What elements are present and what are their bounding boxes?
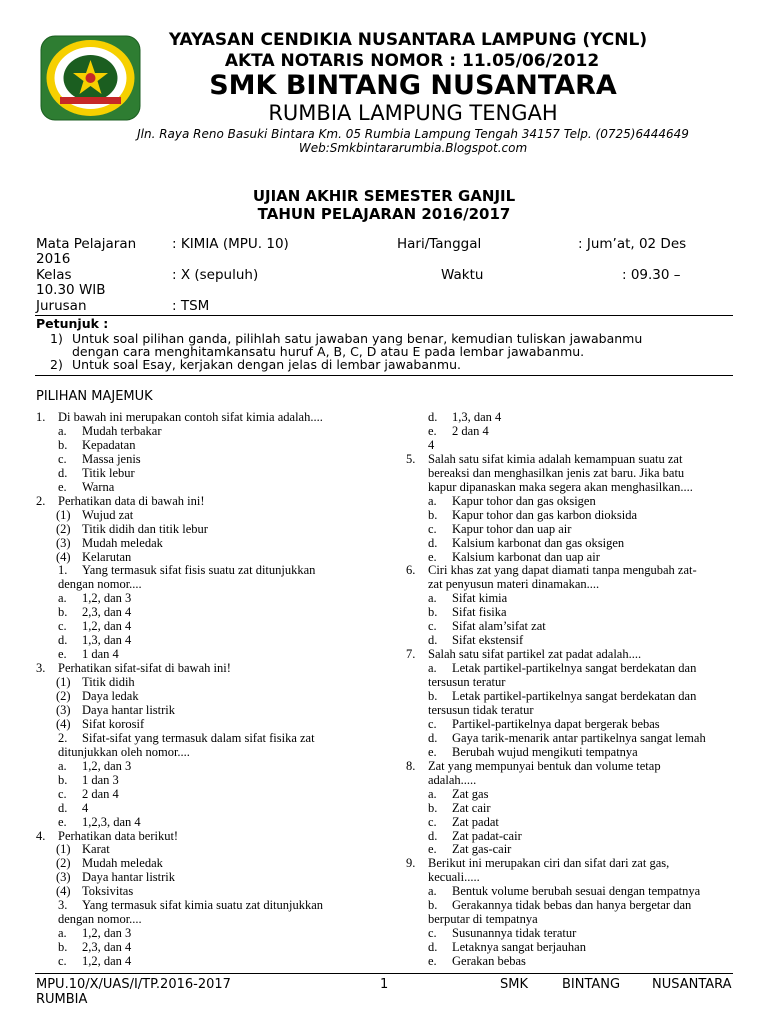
line-text: Toksivitas [82,884,134,899]
line-marker: (1) [56,842,71,857]
line-text: Kapur tohor dan uap air [452,521,572,536]
line-marker: b. [58,437,68,452]
line-marker: b. [58,940,68,955]
line-marker: c. [428,619,437,634]
school-website: Web:Smkbintararumbia.Blogspot.com [298,141,528,155]
line-text: Letak partikel-partikelnya sangat berdekatan dan [452,689,697,703]
line-marker: 6. [406,563,416,578]
line-text: kapur dipanaskan maka segera akan menghasilkan.... [428,479,693,494]
line-marker: a. [428,884,437,899]
line-text: Gaya tarik-menarik antar partikelnya sangat lemah [452,730,706,745]
line-text: 1 dan 4 [82,647,119,662]
line-text: Salah satu sifat partikel zat padat adalah.... [428,647,642,662]
line-text: Berikut ini merupakan ciri dan sifat dari zat gas, [428,856,670,871]
line-text: 1,3, dan 4 [82,633,132,648]
line-marker: (4) [56,884,71,899]
line-marker: 3. [36,661,46,676]
line-marker: 1. [58,563,68,578]
line-marker: (2) [56,521,71,536]
line-text: Perhatikan data berikut! [58,828,179,843]
line-marker: b. [58,772,68,787]
line-text: 4 [82,800,89,815]
line-text: Kapur tohor dan gas oksigen [452,493,596,508]
line-text: Susunannya tidak teratur [452,926,577,941]
line-text: 1 dan 3 [82,772,119,787]
line-marker: b. [58,605,68,620]
line-marker: d. [58,633,68,648]
line-marker: d. [428,410,438,424]
major-value: : TSM [172,298,210,314]
footer-school-a: SMK [500,977,528,992]
line-marker: e. [428,549,437,564]
line-text: 1,2, dan 4 [82,619,132,634]
line-marker: (4) [56,549,71,564]
major-label: Jurusan [36,298,87,314]
line-text: Sifat fisika [452,605,507,620]
line-marker: 1. [36,410,46,424]
line-text: Gerakannya tidak bebas dan hanya bergetar dan [452,898,692,913]
line-marker: b. [428,507,438,522]
line-text: Sifat-sifat yang termasuk dalam sifat fisika zat [82,730,315,745]
line-marker: a. [428,591,437,606]
line-marker: e. [58,479,67,494]
line-text: Berubah wujud mengikuti tempatnya [452,744,638,759]
footer-school-b: BINTANG [562,977,621,992]
line-marker: d. [428,535,438,550]
line-text: berputar di tempatnya [428,912,538,927]
footer-code-wrap: RUMBIA [36,992,88,1007]
line-text: zat penyusun materi dinamakan.... [428,577,600,592]
line-marker: (2) [56,856,71,871]
line-marker: c. [58,954,67,969]
line-text: 1,2, dan 4 [82,954,132,969]
line-text: Bentuk volume berubah sesuai dengan tempatnya [452,884,701,899]
line-text: Mudah meledak [82,535,163,550]
line-text: 1,2, dan 3 [82,591,132,606]
line-marker: b. [428,800,438,815]
line-text: 2,3, dan 4 [82,940,132,955]
line-marker: c. [428,716,437,731]
line-marker: a. [58,926,67,941]
line-text: Sifat korosif [82,716,145,731]
line-marker: (3) [56,702,71,717]
line-text: bereaksi dan menghasilkan jenis zat baru. Jika batu [428,465,685,480]
instruction-1-text: Untuk soal pilihan ganda, pilihlah satu jawaban yang benar, kemudian tuliskan jawabanmu [72,331,643,346]
line-text: Yang termasuk sifat fisis suatu zat ditunjukkan [82,563,316,578]
time-value-wrap: 10.30 WIB [36,282,106,298]
line-text: Daya hantar listrik [82,870,176,885]
line-text: Kalsium karbonat dan gas oksigen [452,535,625,550]
line-marker: e. [58,647,67,662]
line-marker: 4. [36,828,46,843]
footer-school-c: NUSANTARA [652,977,732,992]
line-text: dengan nomor.... [58,912,142,927]
line-text: Daya ledak [82,689,139,703]
line-marker: c. [428,926,437,941]
line-marker: 5. [406,451,416,466]
foundation-name: YAYASAN CENDIKIA NUSANTARA LAMPUNG (YCNL) [168,30,648,50]
line-marker: d. [428,730,438,745]
line-marker: a. [58,423,67,438]
line-text: 1,2,3, dan 4 [82,814,141,829]
line-text: Salah satu sifat kimia adalah kemampuan suatu zat [428,451,683,466]
line-text: Wujud zat [82,507,134,522]
line-marker: d. [428,633,438,648]
line-text: Karat [82,842,110,857]
line-text: Kelarutan [82,549,132,564]
line-text: Kapur tohor dan gas karbon dioksida [452,507,638,522]
day-value: : Jum’at, 02 Des [578,236,687,252]
line-text: Sifat alam’sifat zat [452,619,546,634]
line-text: Yang termasuk sifat kimia suatu zat ditunjukkan [82,898,324,913]
line-marker: (4) [56,716,71,731]
line-text: adalah..... [428,772,477,787]
line-marker: (1) [56,675,71,690]
instruction-1-text-wrap: dengan cara menghitamkansatu huruf A, B, C, D atau E pada lembar jawabanmu. [72,344,585,359]
line-marker: (2) [56,689,71,703]
line-text: Ciri khas zat yang dapat diamati tanpa mengubah zat- [428,563,697,578]
line-text: Zat cair [452,800,491,815]
line-text: Kalsium karbonat dan uap air [452,549,600,564]
line-marker: 8. [406,758,416,773]
line-text: tersusun tidak teratur [428,702,534,717]
school-name: SMK BINTANG NUSANTARA [209,70,617,101]
line-marker: 7. [406,647,416,662]
line-marker: a. [428,786,437,801]
line-text: Zat padat [452,814,499,829]
line-text: 1,2, dan 3 [82,758,132,773]
line-marker: (1) [56,507,71,522]
line-marker: a. [428,493,437,508]
subject-value: : KIMIA (MPU. 10) [172,236,289,252]
line-text: Titik didih [82,675,135,690]
page-number: 1 [380,977,389,992]
line-text: Sifat ekstensif [452,633,524,648]
line-marker: e. [428,744,437,759]
exam-title: UJIAN AKHIR SEMESTER GANJIL [252,187,516,205]
line-text: 4 [428,437,435,452]
subject-label: Mata Pelajaran [36,236,137,252]
divider-bottom [35,375,733,376]
line-text: Gerakan bebas [452,954,526,969]
divider-top [35,315,733,316]
line-text: Zat yang mempunyai bentuk dan volume tetap [428,758,661,773]
line-marker: c. [58,619,67,634]
line-marker: e. [428,954,437,969]
footer-code: MPU.10/X/UAS/I/TP.2016-2017 [36,977,231,992]
line-marker: 2. [58,730,68,745]
line-marker: d. [58,800,68,815]
class-value: : X (sepuluh) [172,267,259,283]
line-text: Perhatikan sifat-sifat di bawah ini! [58,661,231,676]
line-text: Titik didih dan titik lebur [82,521,208,536]
day-value-wrap: 2016 [36,251,71,267]
line-text: 2 dan 4 [82,786,119,801]
school-location: RUMBIA LAMPUNG TENGAH [268,101,558,125]
line-text: 2 dan 4 [452,423,489,438]
line-text: Zat padat-cair [452,828,522,843]
line-text: Daya hantar listrik [82,702,176,717]
line-text: Letak partikel-partikelnya sangat berdekatan dan [452,661,697,676]
line-text: Sifat kimia [452,591,508,606]
line-marker: c. [58,451,67,466]
instruction-1-number: 1) [50,331,63,346]
line-text: Titik lebur [82,465,135,480]
line-text: Perhatikan data di bawah ini! [58,493,205,508]
instructions-heading: Petunjuk : [36,316,109,331]
line-text: 1,2, dan 3 [82,926,132,941]
line-marker: 9. [406,856,416,871]
line-text: kecuali..... [428,870,480,885]
line-marker: c. [58,786,67,801]
line-text: 2,3, dan 4 [82,605,132,620]
line-text: ditunjukkan oleh nomor.... [58,744,190,759]
class-label: Kelas [36,267,72,283]
line-marker: e. [428,423,437,438]
time-label: Waktu [441,267,484,283]
line-marker: b. [428,605,438,620]
line-marker: c. [428,814,437,829]
line-text: Zat gas-cair [452,842,512,857]
line-text: 1,3, dan 4 [452,410,502,424]
time-value: : 09.30 – [622,267,681,283]
line-marker: d. [428,828,438,843]
notary-deed: AKTA NOTARIS NOMOR : 11.05/06/2012 [224,51,600,71]
line-marker: d. [58,465,68,480]
line-text: Warna [82,479,115,494]
line-marker: 2. [36,493,46,508]
line-text: Mudah meledak [82,856,163,871]
line-marker: c. [428,521,437,536]
line-marker: (3) [56,535,71,550]
line-marker: a. [428,661,437,676]
line-marker: (3) [56,870,71,885]
line-text: Zat gas [452,786,489,801]
line-text: dengan nomor.... [58,577,142,592]
section-heading: PILIHAN MAJEMUK [36,389,153,404]
line-text: Kepadatan [82,437,136,452]
instruction-2-text: Untuk soal Esay, kerjakan dengan jelas di lembar jawabanmu. [72,357,461,372]
line-marker: e. [428,842,437,857]
footer-divider [35,973,733,974]
line-text: Mudah terbakar [82,423,162,438]
line-marker: b. [428,689,438,703]
line-marker: b. [428,898,438,913]
line-marker: a. [58,591,67,606]
line-marker: e. [58,814,67,829]
line-text: tersusun teratur [428,675,506,690]
school-address: Jln. Raya Reno Basuki Bintara Km. 05 Rumbia Lampung Tengah 34157 Telp. (0725)6444649 [137,127,689,141]
exam-year: TAHUN PELAJARAN 2016/2017 [257,205,511,223]
line-text: Massa jenis [82,451,141,466]
day-label: Hari/Tanggal [397,236,482,252]
line-text: Di bawah ini merupakan contoh sifat kimia adalah.... [58,410,323,424]
line-marker: d. [428,940,438,955]
line-marker: 3. [58,898,68,913]
line-text: Partikel-partikelnya dapat bergerak bebas [452,716,660,731]
instruction-2-number: 2) [50,357,63,372]
line-marker: a. [58,758,67,773]
line-text: Letaknya sangat berjauhan [452,940,586,955]
